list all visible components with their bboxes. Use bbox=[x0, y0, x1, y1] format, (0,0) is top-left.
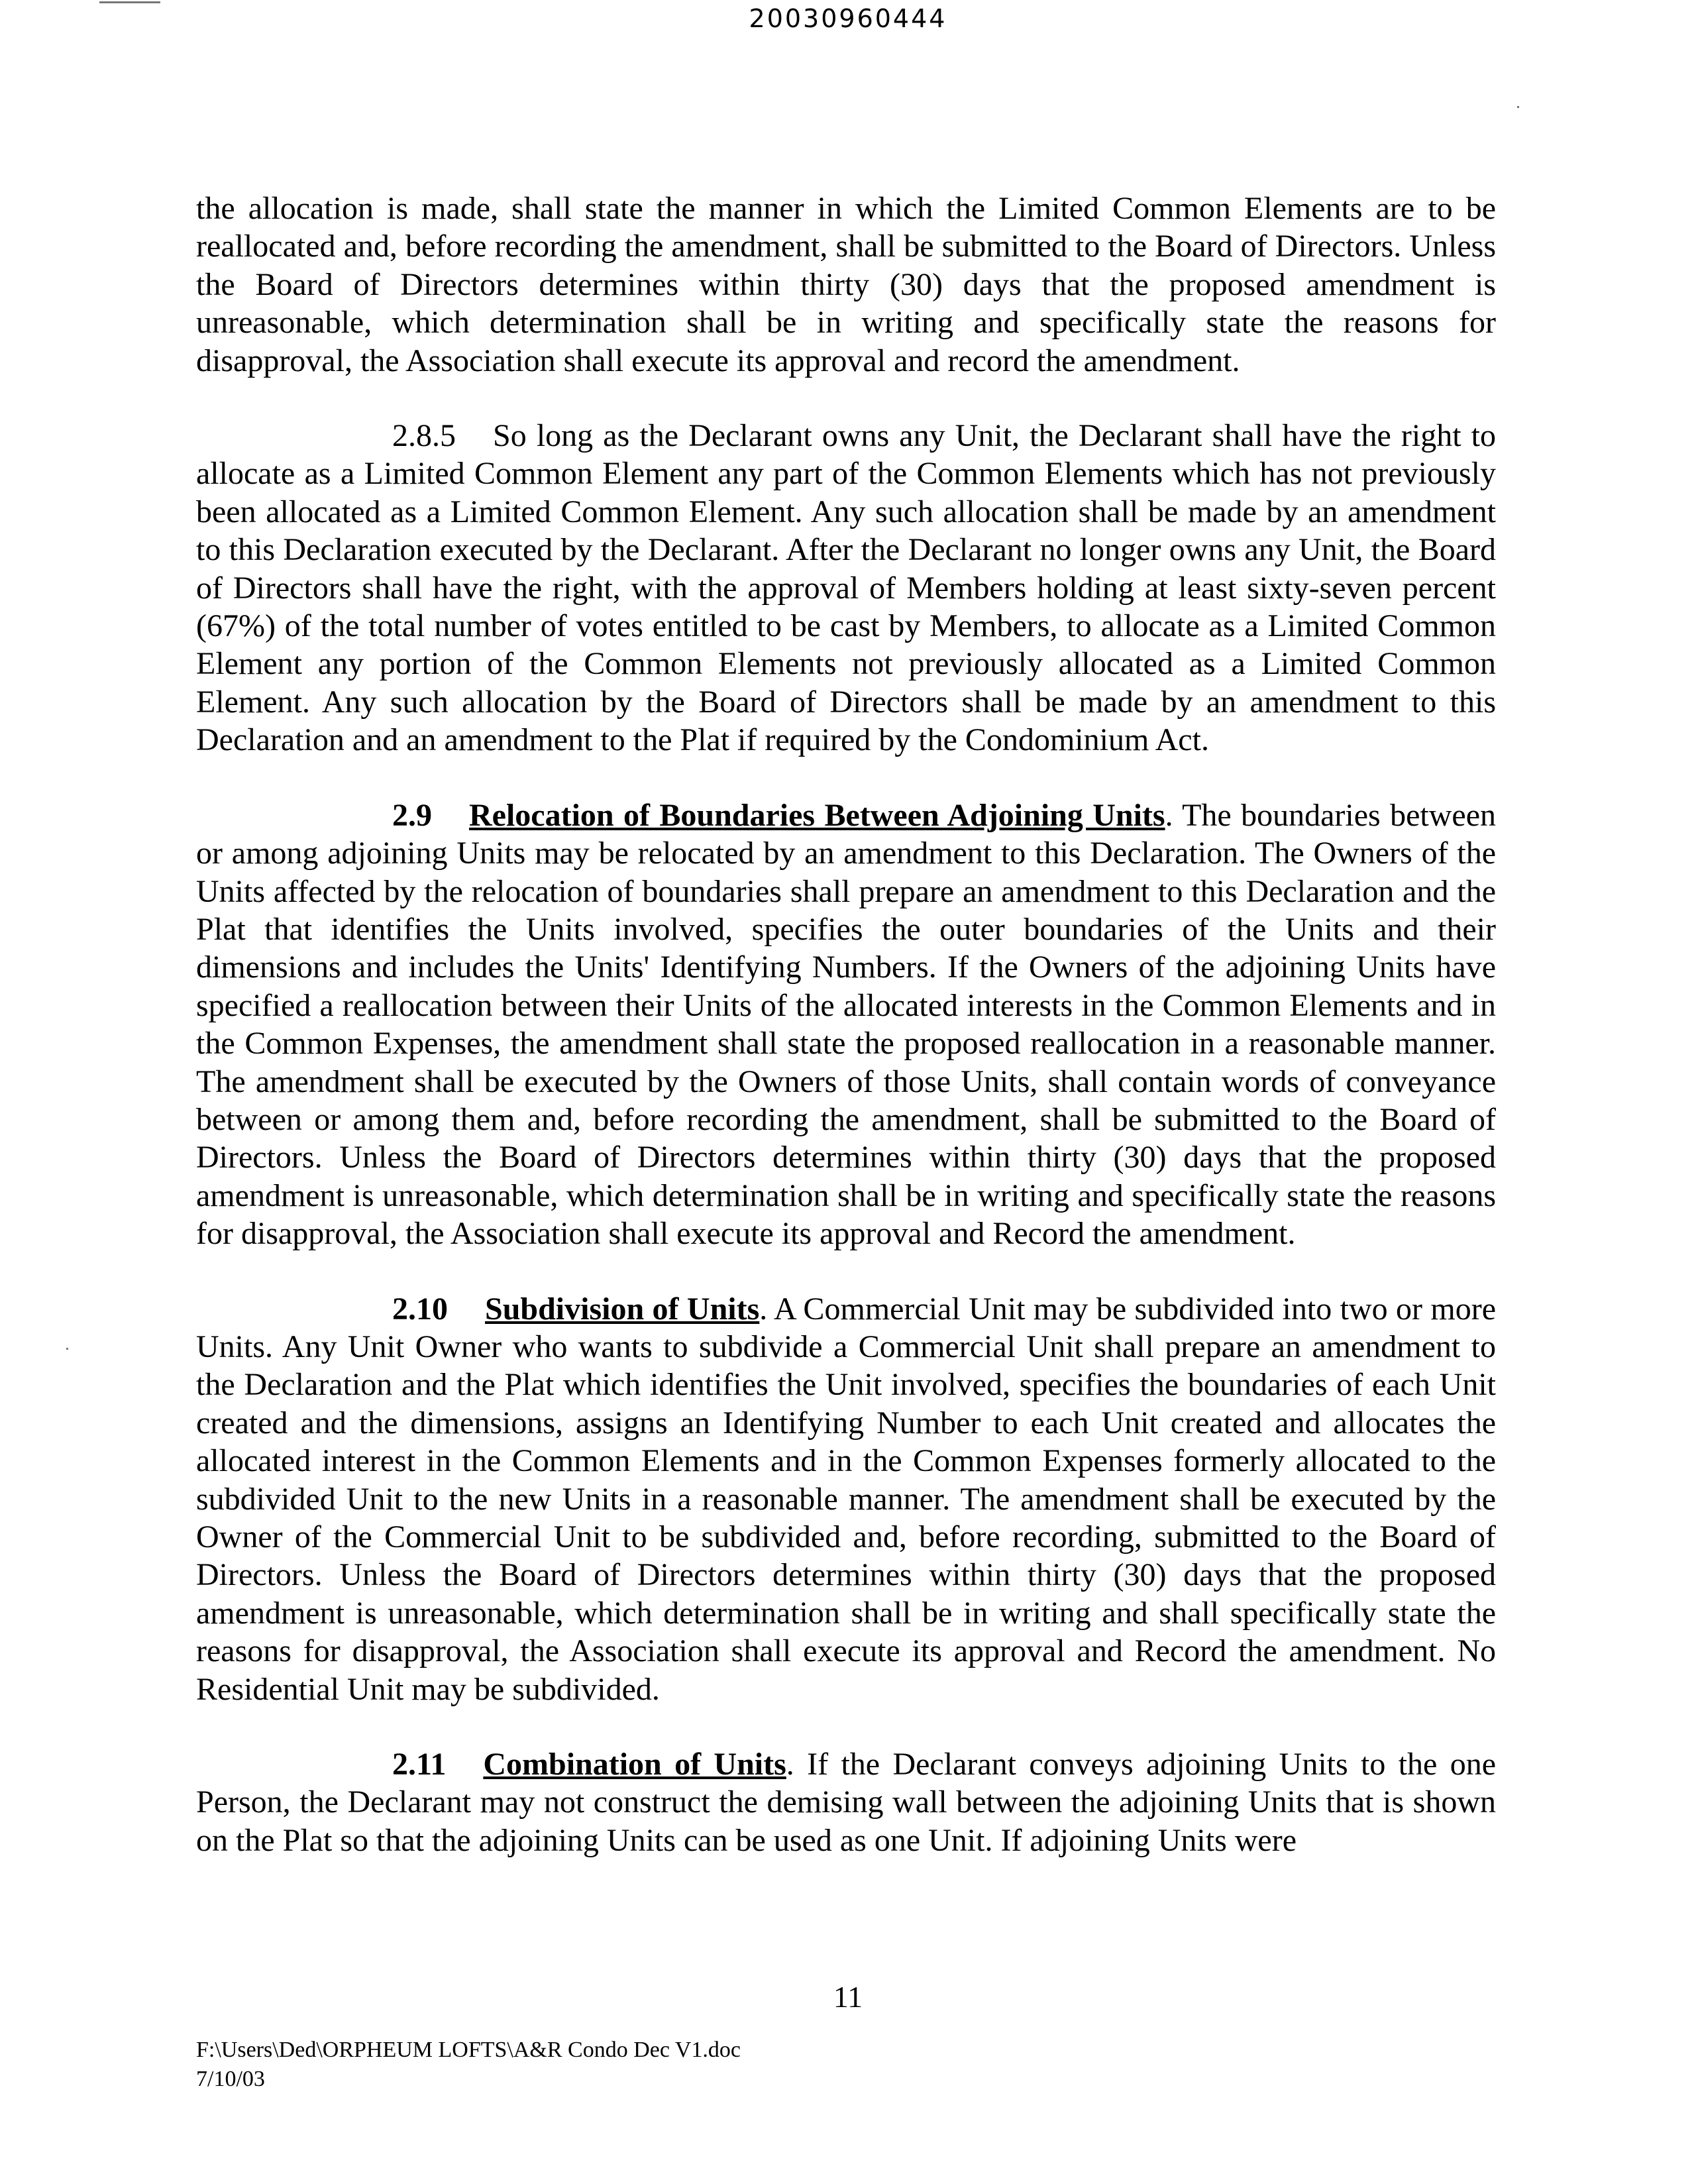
document-number: 20030960444 bbox=[749, 4, 947, 33]
section-number: 2.8.5 bbox=[392, 418, 456, 454]
footer-date: 7/10/03 bbox=[196, 2067, 265, 2091]
paragraph-text: the allocation is made, shall state the manner in which the Limited Common Elements are to be reallocated and, before recording the amendment, shall be submitted to the Board of Directors. Unless the Board of Directors determines within thirty (30) days that the proposed amendment is unreasonable, which determination shall be in writing and specifically state the reasons for disapproval, the Association shall execute its approval and record the amendment. bbox=[196, 191, 1496, 378]
paragraph-2-8-5 bbox=[196, 417, 1496, 759]
scan-mark bbox=[99, 1, 160, 3]
paragraph-2-10 bbox=[196, 1290, 1496, 1708]
paragraph-text: . If the Declarant conveys adjoining Units to the one Person, the Declarant may not construct the demising wall between the adjoining Units that is shown on the Plat so that the adjoining Units can be used as one Unit. If adjoining Units were bbox=[196, 1747, 1497, 1858]
section-heading: Relocation of Boundaries Between Adjoining Units bbox=[469, 797, 1165, 833]
section-number: 2.9 bbox=[392, 797, 432, 833]
page-number: 11 bbox=[833, 1980, 863, 2014]
paragraph-continuation bbox=[196, 190, 1496, 380]
footer-file-path: F:\Users\Ded\ORPHEUM LOFTS\A&R Condo Dec V1.doc bbox=[196, 2038, 741, 2062]
document-body bbox=[196, 190, 1496, 1859]
paragraph-text: . A Commercial Unit may be subdivided into two or more Units. Any Unit Owner who wants to subdivide a Commercial Unit shall prepare an amendment to the Declaration and the Plat which identifies the Unit involved, specifies the boundaries of each Unit created and the dimensions, assigns an Identifying Number to each Unit created and allocates the allocated interest in the Common Elements and in the Common Expenses formerly allocated to the subdivided Unit to the new Units in a reasonable manner. The amendment shall be executed by the Owner of the Commercial Unit to be subdivided and, before recording, submitted to the Board of Directors. Unless the Board of Directors determines within thirty (30) days that the proposed amendment is unreasonable, which determination shall be in writing and shall specifically state the reasons for disapproval, the Association shall execute its approval and Record the amendment. No Residential Unit may be subdivided. bbox=[196, 1291, 1496, 1707]
paragraph-2-11 bbox=[196, 1745, 1496, 1859]
section-heading: Subdivision of Units bbox=[485, 1291, 760, 1327]
section-heading: Combination of Units bbox=[483, 1747, 786, 1782]
paragraph-text: . The boundaries between or among adjoining Units may be relocated by an amendment to this Declaration. The Owners of the Units affected by the relocation of boundaries shall prepare an amendment to this Declaration and the Plat that identifies the Units involved, specifies the outer boundaries of the Units and their dimensions and includes the Units' Identifying Numbers. If the Owners of the adjoining Units have specified a reallocation between their Units of the allocated interests in the Common Elements and in the Common Expenses, the amendment shall state the proposed reallocation in a reasonable manner. The amendment shall be executed by the Owners of those Units, shall contain words of conveyance between or among them and, before recording the amendment, shall be submitted to the Board of Directors. Unless the Board of Directors determines within thirty (30) days that the proposed amendment is unreasonable, which determination shall be in writing and specifically state the reasons for disapproval, the Association shall execute its approval and Record the amendment. bbox=[196, 797, 1496, 1252]
section-number: 2.11 bbox=[392, 1747, 447, 1782]
footer bbox=[196, 2036, 741, 2094]
paragraph-2-9 bbox=[196, 796, 1496, 1253]
paragraph-text: So long as the Declarant owns any Unit, the Declarant shall have the right to allocate as a Limited Common Element any part of the Common Elements which has not previously been allocated as a Limited Common Element. Any such allocation shall be made by an amendment to this Declaration executed by the Declarant. After the Declarant no longer owns any Unit, the Board of Directors shall have the right, with the approval of Members holding at least sixty-seven percent (67%) of the total number of votes entitled to be cast by Members, to allocate as a Limited Common Element any portion of the Common Elements not previously allocated as a Limited Common Element. Any such allocation by the Board of Directors shall be made by an amendment to this Declaration and an amendment to the Plat if required by the Condominium Act. bbox=[196, 418, 1496, 758]
scan-mark bbox=[66, 1348, 68, 1350]
section-number: 2.10 bbox=[392, 1291, 448, 1327]
scan-mark bbox=[1517, 106, 1519, 108]
